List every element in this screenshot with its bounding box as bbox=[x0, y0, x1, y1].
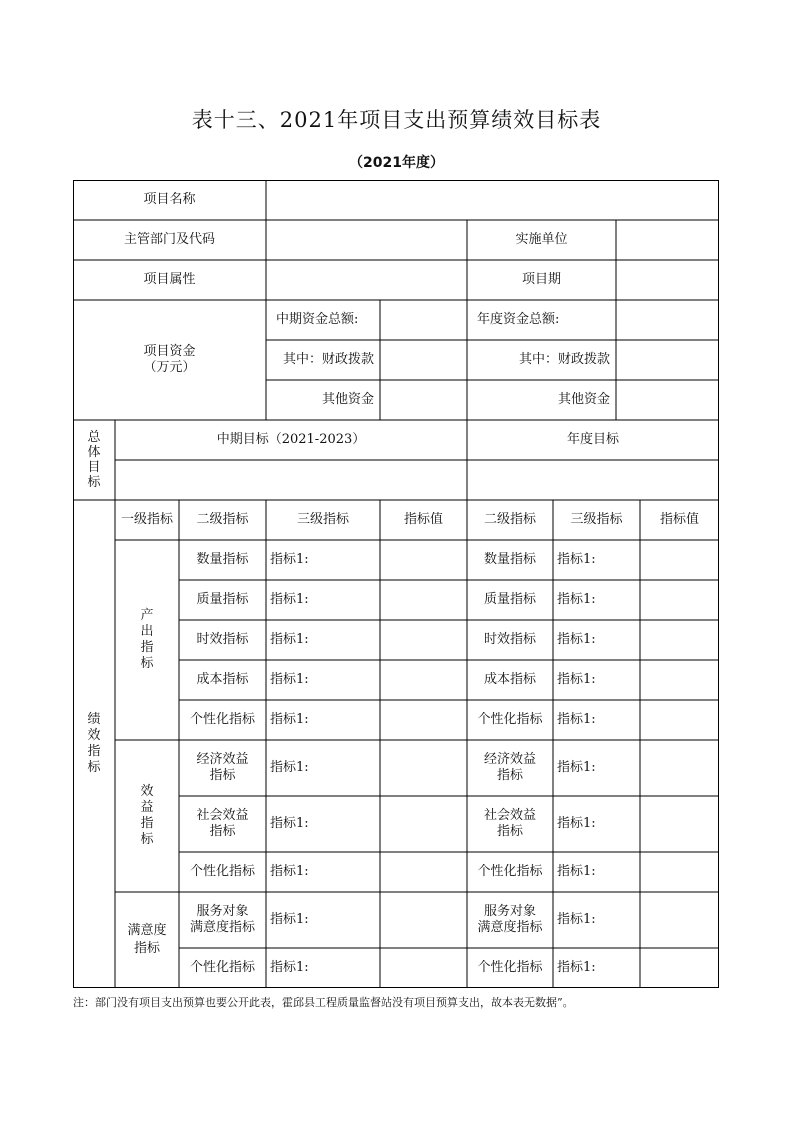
project-funds-label bbox=[73, 300, 266, 420]
row-6-level2-right: 经济效益 指标 bbox=[483, 752, 536, 783]
value-header-left: 指标值 bbox=[403, 512, 443, 527]
row-6-level3-right: 指标1: bbox=[557, 760, 596, 775]
row-5-level2-right: 个性化指标 bbox=[477, 712, 543, 727]
project-funds-line2: （万元） bbox=[143, 360, 196, 375]
mid-goal-header: 中期目标（2021-2023） bbox=[216, 432, 366, 447]
satisfaction-line1: 满意度 bbox=[127, 923, 167, 938]
row-9-value-right[interactable] bbox=[640, 892, 719, 948]
mid-total-label: 中期资金总额: bbox=[276, 312, 359, 327]
implementing-unit-label: 实施单位 bbox=[515, 232, 568, 247]
overall-char-3: 目 bbox=[87, 460, 101, 475]
project-period-value[interactable] bbox=[616, 260, 719, 300]
row-4-level2-left: 成本指标 bbox=[196, 672, 249, 687]
row-2-value-left[interactable] bbox=[380, 580, 467, 620]
row-2-value-right[interactable] bbox=[640, 580, 719, 620]
row-3-level3-right: 指标1: bbox=[557, 632, 596, 647]
benefit-indicator-label bbox=[115, 740, 179, 892]
row-6-value-right[interactable] bbox=[640, 740, 719, 796]
fiscal-left-label: 其中：财政拨款 bbox=[282, 352, 374, 367]
project-attr-value[interactable] bbox=[266, 260, 467, 300]
row-9-level3-left: 指标1: bbox=[270, 912, 309, 927]
output-char-2: 出 bbox=[140, 624, 154, 639]
annual-goal-header: 年度目标 bbox=[566, 432, 619, 447]
annual-total-label: 年度资金总额: bbox=[477, 312, 560, 327]
perf-char-4: 标 bbox=[87, 760, 101, 775]
other-right-value[interactable] bbox=[616, 380, 719, 420]
row-1-value-right[interactable] bbox=[640, 540, 719, 580]
mid-goal-value[interactable] bbox=[115, 460, 467, 500]
value-header-right: 指标值 bbox=[659, 512, 699, 527]
footnote: 注：部门没有项目支出预算也要公开此表，霍邱县工程质量监督站没有项目预算支出，故本表无数据”。 bbox=[73, 996, 574, 1009]
row-10-value-left[interactable] bbox=[380, 948, 467, 988]
fiscal-left-value[interactable] bbox=[380, 340, 467, 380]
perf-char-1: 绩 bbox=[87, 712, 101, 727]
row-2-level3-right: 指标1: bbox=[557, 592, 596, 607]
row-8-level3-left: 指标1: bbox=[270, 864, 309, 879]
row-4-level3-left: 指标1: bbox=[270, 672, 309, 687]
row-1-level2-left: 数量指标 bbox=[196, 552, 249, 567]
row-7-level2-left: 社会效益 指标 bbox=[196, 808, 249, 839]
level3-header-right: 三级指标 bbox=[570, 512, 623, 527]
perf-char-3: 指 bbox=[87, 744, 101, 759]
row-8-level2-left: 个性化指标 bbox=[189, 864, 255, 879]
row-8-value-left[interactable] bbox=[380, 852, 467, 892]
row-10-level3-left: 指标1: bbox=[270, 960, 309, 975]
benefit-char-1: 效 bbox=[140, 784, 154, 799]
row-2-level2-right: 质量指标 bbox=[483, 592, 536, 607]
output-char-1: 产 bbox=[140, 608, 154, 623]
row-3-value-right[interactable] bbox=[640, 620, 719, 660]
row-7-value-right[interactable] bbox=[640, 796, 719, 852]
row-5-level3-right: 指标1: bbox=[557, 712, 596, 727]
fiscal-right-label: 其中：财政拨款 bbox=[518, 352, 610, 367]
output-indicator-label bbox=[115, 540, 179, 740]
level2-header-right: 二级指标 bbox=[483, 512, 536, 527]
overall-goal-label bbox=[73, 420, 115, 500]
row-9-level2-left: 服务对象 满意度指标 bbox=[189, 904, 255, 935]
row-9-level3-right: 指标1: bbox=[557, 912, 596, 927]
row-8-value-right[interactable] bbox=[640, 852, 719, 892]
annual-goal-value[interactable] bbox=[467, 460, 719, 500]
row-3-level2-left: 时效指标 bbox=[196, 632, 249, 647]
row-5-value-left[interactable] bbox=[380, 700, 467, 740]
row-4-value-right[interactable] bbox=[640, 660, 719, 700]
benefit-char-2: 益 bbox=[140, 800, 154, 815]
row-9-level2-right: 服务对象 满意度指标 bbox=[477, 904, 543, 935]
row-1-value-left[interactable] bbox=[380, 540, 467, 580]
level1-header: 一级指标 bbox=[120, 512, 173, 527]
row-2-level3-left: 指标1: bbox=[270, 592, 309, 607]
department-value[interactable] bbox=[266, 220, 467, 260]
output-char-4: 标 bbox=[140, 656, 154, 671]
other-left-value[interactable] bbox=[380, 380, 467, 420]
row-4-level3-right: 指标1: bbox=[557, 672, 596, 687]
mid-total-value[interactable] bbox=[380, 300, 467, 340]
page-subtitle: （2021年度） bbox=[349, 155, 444, 171]
row-7-level2-right: 社会效益 指标 bbox=[483, 808, 536, 839]
level3-header-left: 三级指标 bbox=[296, 512, 349, 527]
row-7-level3-right: 指标1: bbox=[557, 816, 596, 831]
fiscal-right-value[interactable] bbox=[616, 340, 719, 380]
row-8-level2-right: 个性化指标 bbox=[477, 864, 543, 879]
row-1-level3-right: 指标1: bbox=[557, 552, 596, 567]
row-1-level3-left: 指标1: bbox=[270, 552, 309, 567]
row-2-level2-left: 质量指标 bbox=[196, 592, 249, 607]
overall-char-1: 总 bbox=[87, 430, 101, 445]
row-1-level2-right: 数量指标 bbox=[483, 552, 536, 567]
row-6-value-left[interactable] bbox=[380, 740, 467, 796]
level2-header-left: 二级指标 bbox=[196, 512, 249, 527]
other-right-label: 其他资金 bbox=[557, 392, 610, 407]
row-10-level3-right: 指标1: bbox=[557, 960, 596, 975]
satisfaction-indicator-label bbox=[115, 892, 179, 988]
project-name-label: 项目名称 bbox=[143, 192, 196, 207]
benefit-char-3: 指 bbox=[140, 816, 154, 831]
project-name-value[interactable] bbox=[266, 180, 719, 220]
satisfaction-line2: 指标 bbox=[133, 941, 160, 956]
row-9-value-left[interactable] bbox=[380, 892, 467, 948]
overall-char-4: 标 bbox=[87, 475, 101, 490]
row-5-value-right[interactable] bbox=[640, 700, 719, 740]
page-title: 表十三、2021年项目支出预算绩效目标表 bbox=[191, 108, 602, 132]
project-period-label: 项目期 bbox=[521, 272, 561, 287]
benefit-char-4: 标 bbox=[140, 832, 154, 847]
row-4-value-left[interactable] bbox=[380, 660, 467, 700]
annual-total-value[interactable] bbox=[616, 300, 719, 340]
overall-char-2: 体 bbox=[87, 445, 101, 460]
row-10-level2-left: 个性化指标 bbox=[189, 960, 255, 975]
perf-char-2: 效 bbox=[87, 728, 101, 743]
row-7-value-left[interactable] bbox=[380, 796, 467, 852]
row-7-level3-left: 指标1: bbox=[270, 816, 309, 831]
row-5-level3-left: 指标1: bbox=[270, 712, 309, 727]
implementing-unit-value[interactable] bbox=[616, 220, 719, 260]
other-left-label: 其他资金 bbox=[321, 392, 374, 407]
row-10-level2-right: 个性化指标 bbox=[477, 960, 543, 975]
performance-target-table bbox=[73, 180, 719, 988]
row-3-level2-right: 时效指标 bbox=[483, 632, 536, 647]
performance-indicator-label bbox=[73, 500, 115, 988]
department-label: 主管部门及代码 bbox=[123, 232, 215, 247]
project-funds-line1: 项目资金 bbox=[143, 344, 196, 359]
row-10-value-right[interactable] bbox=[640, 948, 719, 988]
row-8-level3-right: 指标1: bbox=[557, 864, 596, 879]
row-4-level2-right: 成本指标 bbox=[483, 672, 536, 687]
row-6-level3-left: 指标1: bbox=[270, 760, 309, 775]
row-6-level2-left: 经济效益 指标 bbox=[196, 752, 249, 783]
project-attr-label: 项目属性 bbox=[143, 272, 196, 287]
row-5-level2-left: 个性化指标 bbox=[189, 712, 255, 727]
row-3-level3-left: 指标1: bbox=[270, 632, 309, 647]
output-char-3: 指 bbox=[140, 640, 154, 655]
row-3-value-left[interactable] bbox=[380, 620, 467, 660]
